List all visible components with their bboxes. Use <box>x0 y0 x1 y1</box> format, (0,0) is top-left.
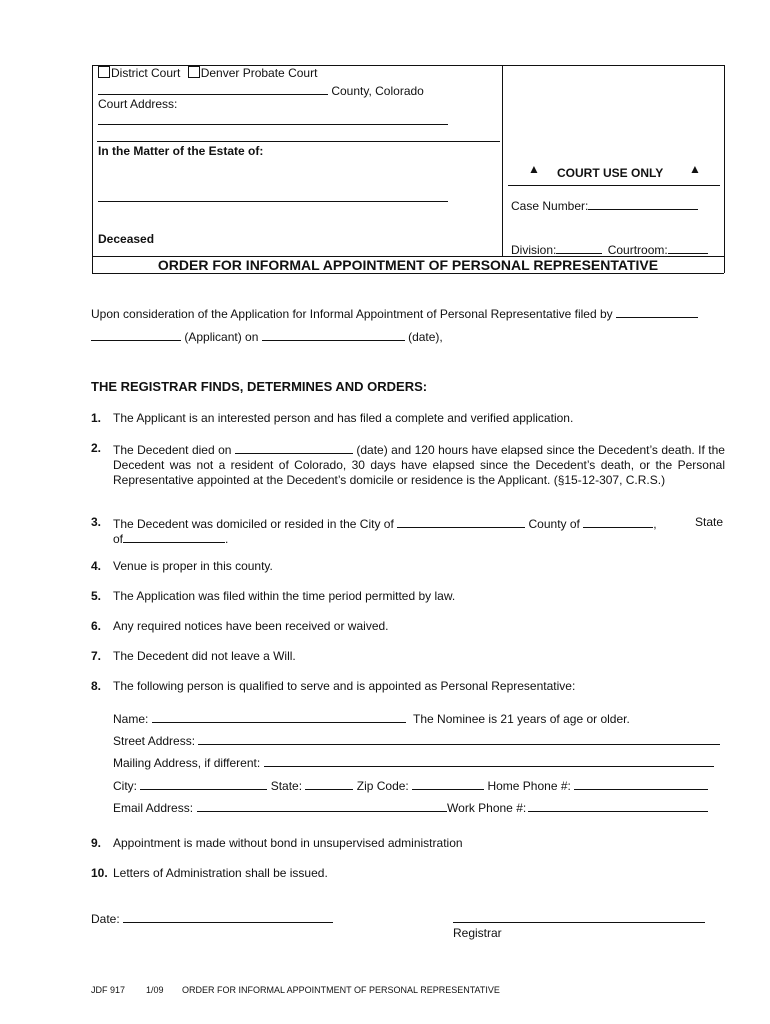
division-label: Division: <box>511 243 557 257</box>
pr-street-row <box>113 732 720 748</box>
estate-name-field[interactable] <box>98 201 448 202</box>
item-3-line-1 <box>113 515 657 531</box>
email-address-label: Email Address: <box>113 801 194 815</box>
item-number: 7. <box>91 649 102 663</box>
zip-code-field[interactable] <box>412 777 484 790</box>
court-address-field[interactable] <box>98 124 448 125</box>
street-address-field[interactable] <box>198 732 720 745</box>
email-address-field[interactable] <box>197 799 447 812</box>
county-of-domicile-field[interactable] <box>583 515 653 528</box>
city-of-domicile-field[interactable] <box>397 515 525 528</box>
item-2-text <box>113 441 725 488</box>
form-revision: 1/09 <box>146 985 164 995</box>
work-phone-label: Work Phone #: <box>447 801 527 815</box>
mailing-address-field[interactable] <box>264 754 714 767</box>
county-colorado-label: County, Colorado <box>331 84 424 98</box>
intro-line-2 <box>91 328 443 344</box>
state-of-label: of <box>113 532 124 546</box>
denver-probate-court-label: Denver Probate Court <box>200 66 318 80</box>
item-number: 8. <box>91 679 102 693</box>
item-number: 1. <box>91 411 102 425</box>
item-4-text: Venue is proper in this county. <box>113 559 273 573</box>
item-9-text: Appointment is made without bond in unsupervised administration <box>113 836 463 850</box>
city-label: City: <box>113 779 137 793</box>
deceased-label: Deceased <box>98 232 155 246</box>
case-number-line <box>511 197 698 213</box>
item-3-line-2 <box>113 530 228 546</box>
item-number: 6. <box>91 619 102 633</box>
intro-line-1 <box>91 305 698 321</box>
comma: , <box>653 517 657 531</box>
item-number: 10. <box>91 866 108 880</box>
zip-code-label: Zip Code: <box>356 779 409 793</box>
date-label: (date), <box>408 330 443 344</box>
state-label: State: <box>270 779 303 793</box>
item-number: 3. <box>91 515 102 529</box>
document-title: ORDER FOR INFORMAL APPOINTMENT OF PERSONAL REPRESENTATIVE <box>157 257 659 273</box>
up-arrow-icon: ▲ <box>689 162 701 176</box>
home-phone-label: Home Phone #: <box>487 779 571 793</box>
item-1-text: The Applicant is an interested person and has filed a complete and verified application. <box>113 411 574 425</box>
district-court-checkbox[interactable] <box>98 66 110 78</box>
pr-city-row <box>113 777 708 793</box>
up-arrow-icon: ▲ <box>528 162 540 176</box>
signature-date-row <box>91 910 333 926</box>
item-10-text: Letters of Administration shall be issued. <box>113 866 328 880</box>
case-number-label: Case Number: <box>511 199 589 213</box>
filer-field[interactable] <box>616 305 698 318</box>
item-2-body: (date) and 120 hours have elapsed since the Decedent’s death. If the Decedent was not a resident of Colorado, 30 days have elapsed since the Decedent’s death, or the Personal Representative appointed at the Decedent’s domicile or residence is the Applicant. (§15-12-307, C.R.S.) <box>113 443 725 487</box>
period: . <box>225 532 229 546</box>
division-field[interactable] <box>556 241 602 254</box>
item-2-lead: The Decedent died on <box>113 443 232 457</box>
intro-text: Upon consideration of the Application for Informal Appointment of Personal Representative filed by <box>91 307 613 321</box>
pr-name-field[interactable] <box>152 710 406 723</box>
item-8-text: The following person is qualified to serve and is appointed as Personal Representative: <box>113 679 576 693</box>
court-use-only-label: COURT USE ONLY <box>557 166 664 180</box>
name-label: Name: <box>113 712 149 726</box>
state-of-domicile-field[interactable] <box>123 530 225 543</box>
home-phone-field[interactable] <box>574 777 708 790</box>
mailing-address-label: Mailing Address, if different: <box>113 756 261 770</box>
item-3-lead: The Decedent was domiciled or resided in the City of <box>113 517 394 531</box>
denver-probate-court-checkbox[interactable] <box>188 66 200 78</box>
pr-name-row <box>113 710 630 726</box>
item-number: 5. <box>91 589 102 603</box>
court-address-label: Court Address: <box>98 97 178 111</box>
date-label: Date: <box>91 912 120 926</box>
application-date-field[interactable] <box>262 328 405 341</box>
registrar-signature-line[interactable] <box>453 922 705 923</box>
death-date-field[interactable] <box>235 441 353 454</box>
item-5-text: The Application was filed within the time period permitted by law. <box>113 589 456 603</box>
pr-email-row <box>113 799 708 815</box>
case-number-field[interactable] <box>588 197 698 210</box>
item-number: 2. <box>91 441 102 455</box>
matter-of-estate-label: In the Matter of the Estate of: <box>98 144 264 158</box>
item-7-text: The Decedent did not leave a Will. <box>113 649 296 663</box>
city-field[interactable] <box>140 777 267 790</box>
court-type-options <box>98 66 317 80</box>
form-id: JDF 917 <box>91 985 126 995</box>
division-courtroom-line <box>511 241 708 257</box>
applicant-field[interactable] <box>91 328 181 341</box>
pr-mailing-row <box>113 754 714 770</box>
applicant-label: (Applicant) on <box>184 330 259 344</box>
nominee-statement: The Nominee is 21 years of age or older. <box>413 712 630 726</box>
county-of-label: County of <box>528 517 580 531</box>
state-field[interactable] <box>305 777 353 790</box>
item-number: 9. <box>91 836 102 850</box>
item-number: 4. <box>91 559 102 573</box>
order-date-field[interactable] <box>123 910 333 923</box>
work-phone-field[interactable] <box>528 799 708 812</box>
courtroom-field[interactable] <box>668 241 708 254</box>
item-6-text: Any required notices have been received or waived. <box>113 619 389 633</box>
footer-title: ORDER FOR INFORMAL APPOINTMENT OF PERSONAL REPRESENTATIVE <box>182 985 500 995</box>
district-court-label: District Court <box>111 66 181 80</box>
street-address-label: Street Address: <box>113 734 196 748</box>
findings-heading: THE REGISTRAR FINDS, DETERMINES AND ORDERS: <box>91 379 428 394</box>
registrar-label: Registrar <box>453 926 502 940</box>
county-field[interactable] <box>98 82 328 95</box>
state-label: State <box>695 515 724 529</box>
county-line <box>98 82 424 98</box>
courtroom-label: Courtroom: <box>607 243 668 257</box>
